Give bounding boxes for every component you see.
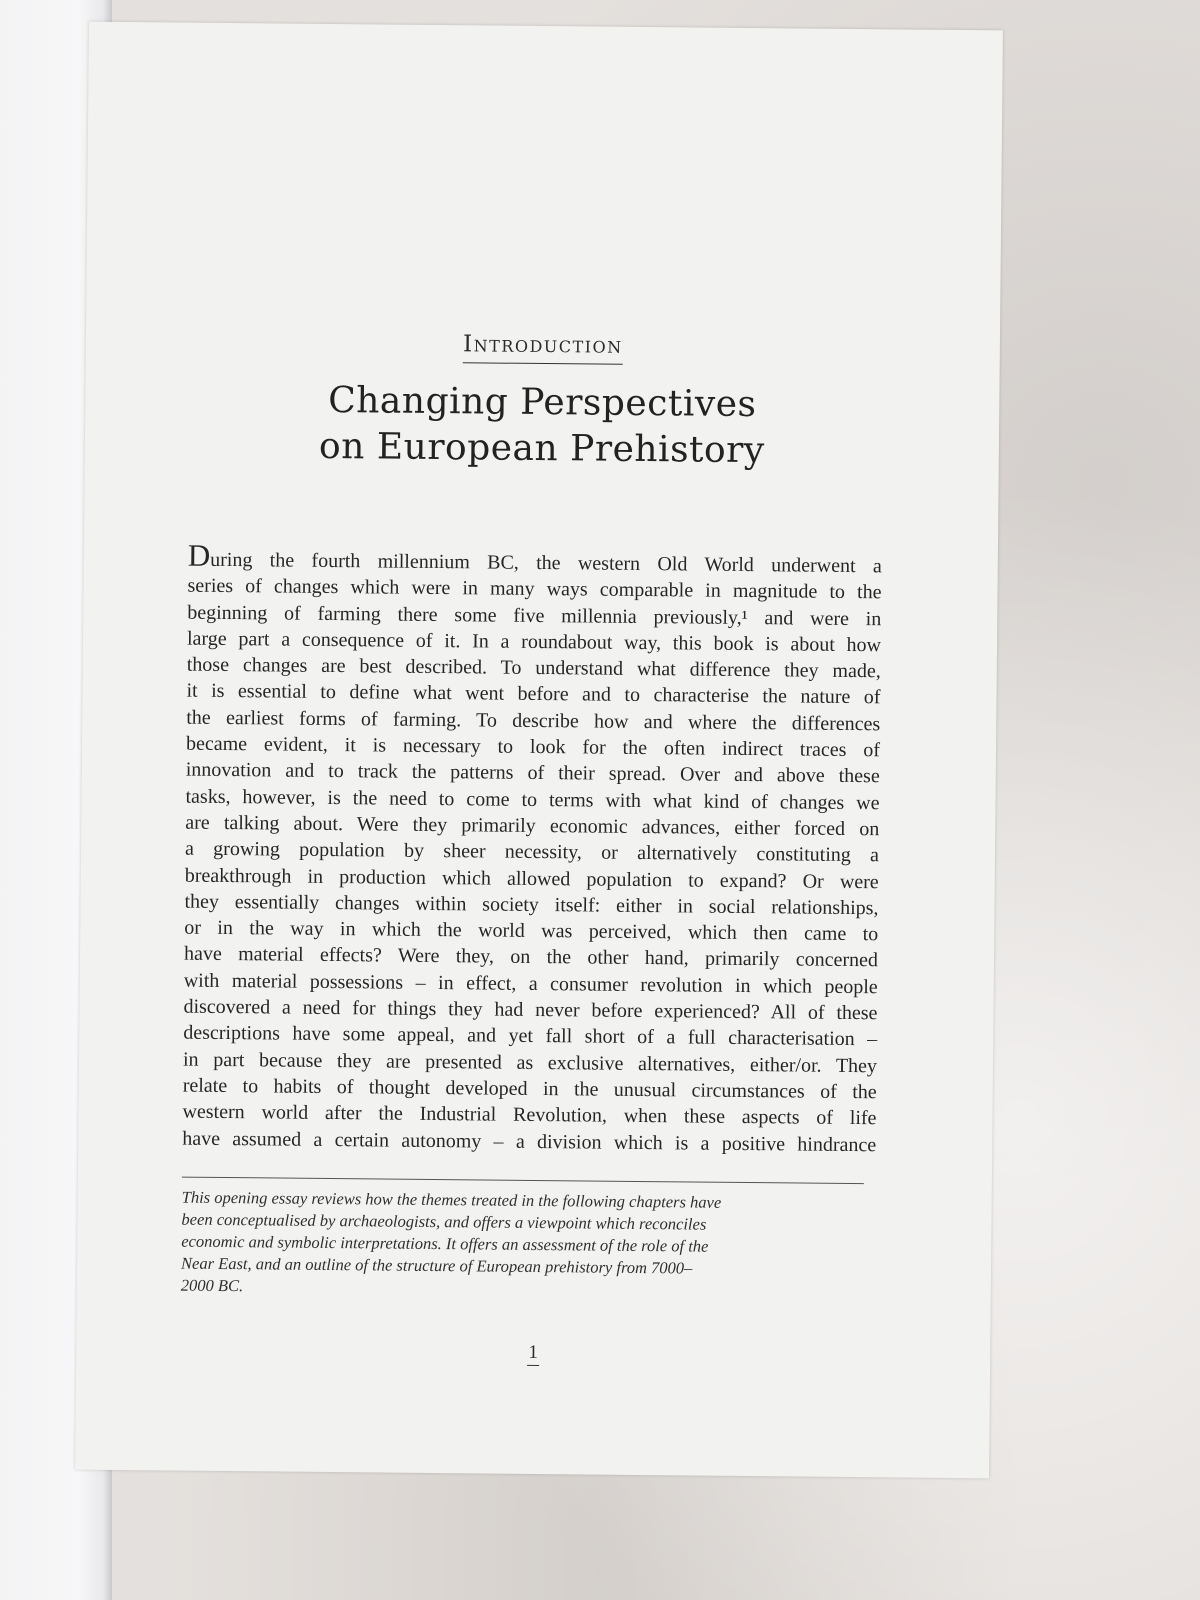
body-line: beginning of farming there some five millennia previously,¹ and were in (187, 601, 882, 630)
chapter-title-line: Changing Perspectives (327, 379, 757, 426)
page-number-text: 1 (527, 1342, 539, 1366)
body-line: series of changes which were in many ways comparable in magnitude to the (187, 574, 882, 604)
body-line: those changes are best described. To understand what difference they made, (186, 653, 881, 683)
body-line: with material possessions – in effect, a consumer revolution in which people (183, 969, 878, 999)
body-line: they essentially changes within society itself: either in social relationships, (184, 890, 879, 920)
abstract-divider (182, 1177, 864, 1185)
body-line: the earliest forms of farming. To describe how and where the differences (186, 706, 881, 736)
chapter-label-text: Introduction (463, 331, 623, 365)
body-line: tasks, however, is the need to come to terms with what kind of changes we (185, 785, 880, 814)
body-line: relate to habits of thought developed in the unusual circumstances of the (182, 1074, 877, 1104)
body-line: discovered a need for things they had never before experienced? All of these (183, 995, 878, 1025)
body-paragraph (182, 537, 882, 1158)
body-line: in part because they are presented as exclusive alternatives, either/or. They (182, 1048, 878, 1077)
body-line: descriptions have some appeal, and yet fall short of a full characterisation – (183, 1021, 878, 1051)
chapter-title-line: on European Prehistory (318, 425, 765, 472)
body-line: have assumed a certain autonomy – a division which is a positive hindrance (182, 1127, 877, 1156)
body-line: it is essential to define what went before and to characterise the nature of (186, 680, 881, 709)
body-line: a growing population by sheer necessity, or alternatively constituting a (184, 837, 880, 867)
body-line: breakthrough in production which allowed population to expand? Or were (184, 864, 879, 893)
body-line: innovation and to track the patterns of their spread. Over and above these (185, 758, 880, 788)
body-line: western world after the Industrial Revolution, when these aspects of life (182, 1100, 877, 1130)
chapter-title (85, 376, 1000, 477)
body-line: During the fourth millennium BC, the western Old World underwent a (187, 537, 882, 578)
body-line: are talking about. Were they primarily economic advances, either forced on (185, 811, 880, 841)
book-page (75, 22, 1003, 1479)
chapter-label (86, 328, 1000, 369)
body-line: have material effects? Were they, on the other hand, primarily concerned (183, 943, 879, 972)
abstract-line: This opening essay reviews how the themes treated in the following chapters have (181, 1187, 722, 1212)
body-line: became evident, it is necessary to look for the often indirect traces of (185, 732, 881, 762)
abstract-line: 2000 BC. (180, 1275, 244, 1296)
body-line: or in the way in which the world was perceived, which then came to (184, 916, 879, 946)
chapter-abstract (181, 1187, 842, 1303)
abstract-line: been conceptualised by archaeologists, and offers a viewpoint which reconciles (181, 1209, 707, 1234)
abstract-line: Near East, and an outline of the structure of European prehistory from 7000– (180, 1253, 693, 1278)
page-number (76, 1338, 990, 1371)
abstract-line: economic and symbolic interpretations. It offers an assessment of the role of the (181, 1231, 709, 1256)
body-line: large part a consequence of it. In a roundabout way, this book is about how (186, 627, 882, 657)
